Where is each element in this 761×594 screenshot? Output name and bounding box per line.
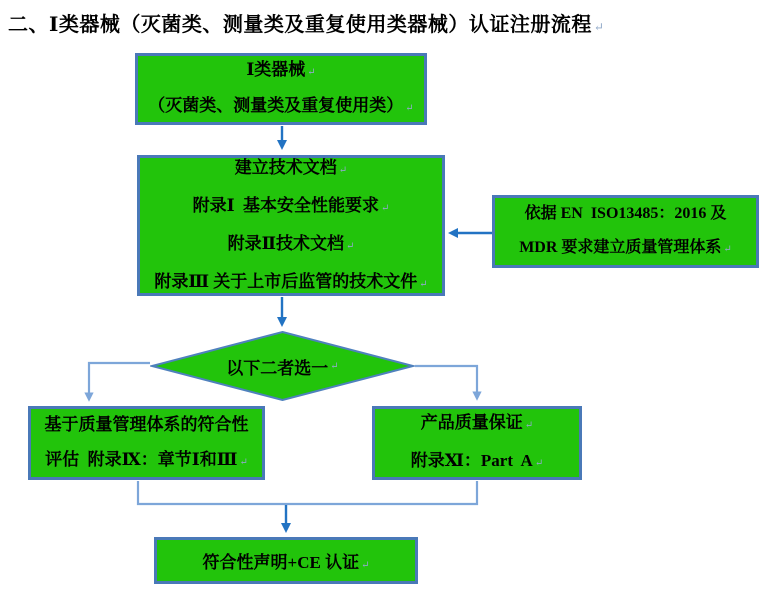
- paragraph-mark: ↵: [524, 420, 534, 431]
- node-line: [203, 548, 370, 573]
- node-line-text: 以下二者选一: [226, 358, 329, 378]
- paragraph-mark: ↵: [534, 458, 544, 469]
- node-line: [235, 150, 347, 188]
- node-line-text: 附录Ⅲ 关于上市后监管的技术文件: [154, 271, 418, 291]
- node-line: [246, 53, 315, 89]
- paragraph-mark: ↵: [361, 560, 370, 571]
- node-line-text: 基于质量管理体系的符合性: [44, 414, 249, 434]
- node-declaration: [154, 537, 418, 584]
- node-line-text: 符合性声明+CE 认证: [202, 553, 360, 572]
- page-title-text: 二、Ⅰ类器械（灭菌类、测量类及重复使用类器械）认证注册流程: [8, 14, 592, 36]
- node-line: [154, 264, 427, 302]
- paragraph-mark: ↵: [307, 67, 316, 78]
- node-line: [421, 405, 533, 443]
- node-line-text: 附录Ⅺ：Part A: [410, 451, 533, 470]
- node-line: [525, 197, 727, 231]
- node-device-class: [135, 53, 427, 125]
- paragraph-mark: ↵: [330, 360, 339, 372]
- node-product-qa: [372, 406, 582, 480]
- node-line: [45, 442, 248, 480]
- node-line-text: 产品质量保证: [420, 413, 523, 432]
- node-line-text: 附录Ⅱ技术文档: [227, 233, 344, 253]
- node-qms-assessment: [28, 406, 265, 480]
- paragraph-mark: ↵: [338, 164, 348, 176]
- node-line: [228, 226, 355, 264]
- paragraph-mark: ↵: [419, 278, 428, 290]
- decision-label: [150, 331, 415, 401]
- node-line-text: 建立技术文档: [234, 157, 337, 177]
- node-line: [148, 89, 413, 125]
- node-line: [193, 188, 390, 226]
- node-line-text: （灭菌类、测量类及重复使用类）: [148, 96, 404, 115]
- node-line-text: 附录Ⅰ 基本安全性能要求: [192, 195, 380, 215]
- elbow-decision-to-product-qa: [415, 366, 477, 398]
- node-decision: [150, 331, 415, 401]
- node-line-text: 评估 附录Ⅸ：章节Ⅰ和Ⅲ: [45, 449, 238, 469]
- page-title: [8, 8, 604, 37]
- paragraph-mark: ↵: [405, 103, 414, 114]
- node-line: [519, 231, 732, 267]
- node-line: [45, 407, 249, 442]
- paragraph-mark: ↵: [593, 20, 605, 34]
- paragraph-mark: ↵: [239, 456, 248, 468]
- node-line: [411, 443, 543, 481]
- paragraph-mark: ↵: [723, 243, 732, 255]
- node-technical-docs: [137, 155, 445, 296]
- node-qms-requirement: [492, 195, 759, 268]
- paragraph-mark: ↵: [381, 202, 390, 214]
- connector-merge-line: [138, 481, 477, 504]
- elbow-decision-to-assessment: [89, 363, 150, 399]
- node-line-text: 依据 EN ISO13485：2016 及: [524, 204, 727, 222]
- paragraph-mark: ↵: [345, 240, 355, 252]
- node-line-text: MDR 要求建立质量管理体系: [519, 238, 722, 256]
- node-line-text: Ⅰ类器械: [246, 60, 306, 79]
